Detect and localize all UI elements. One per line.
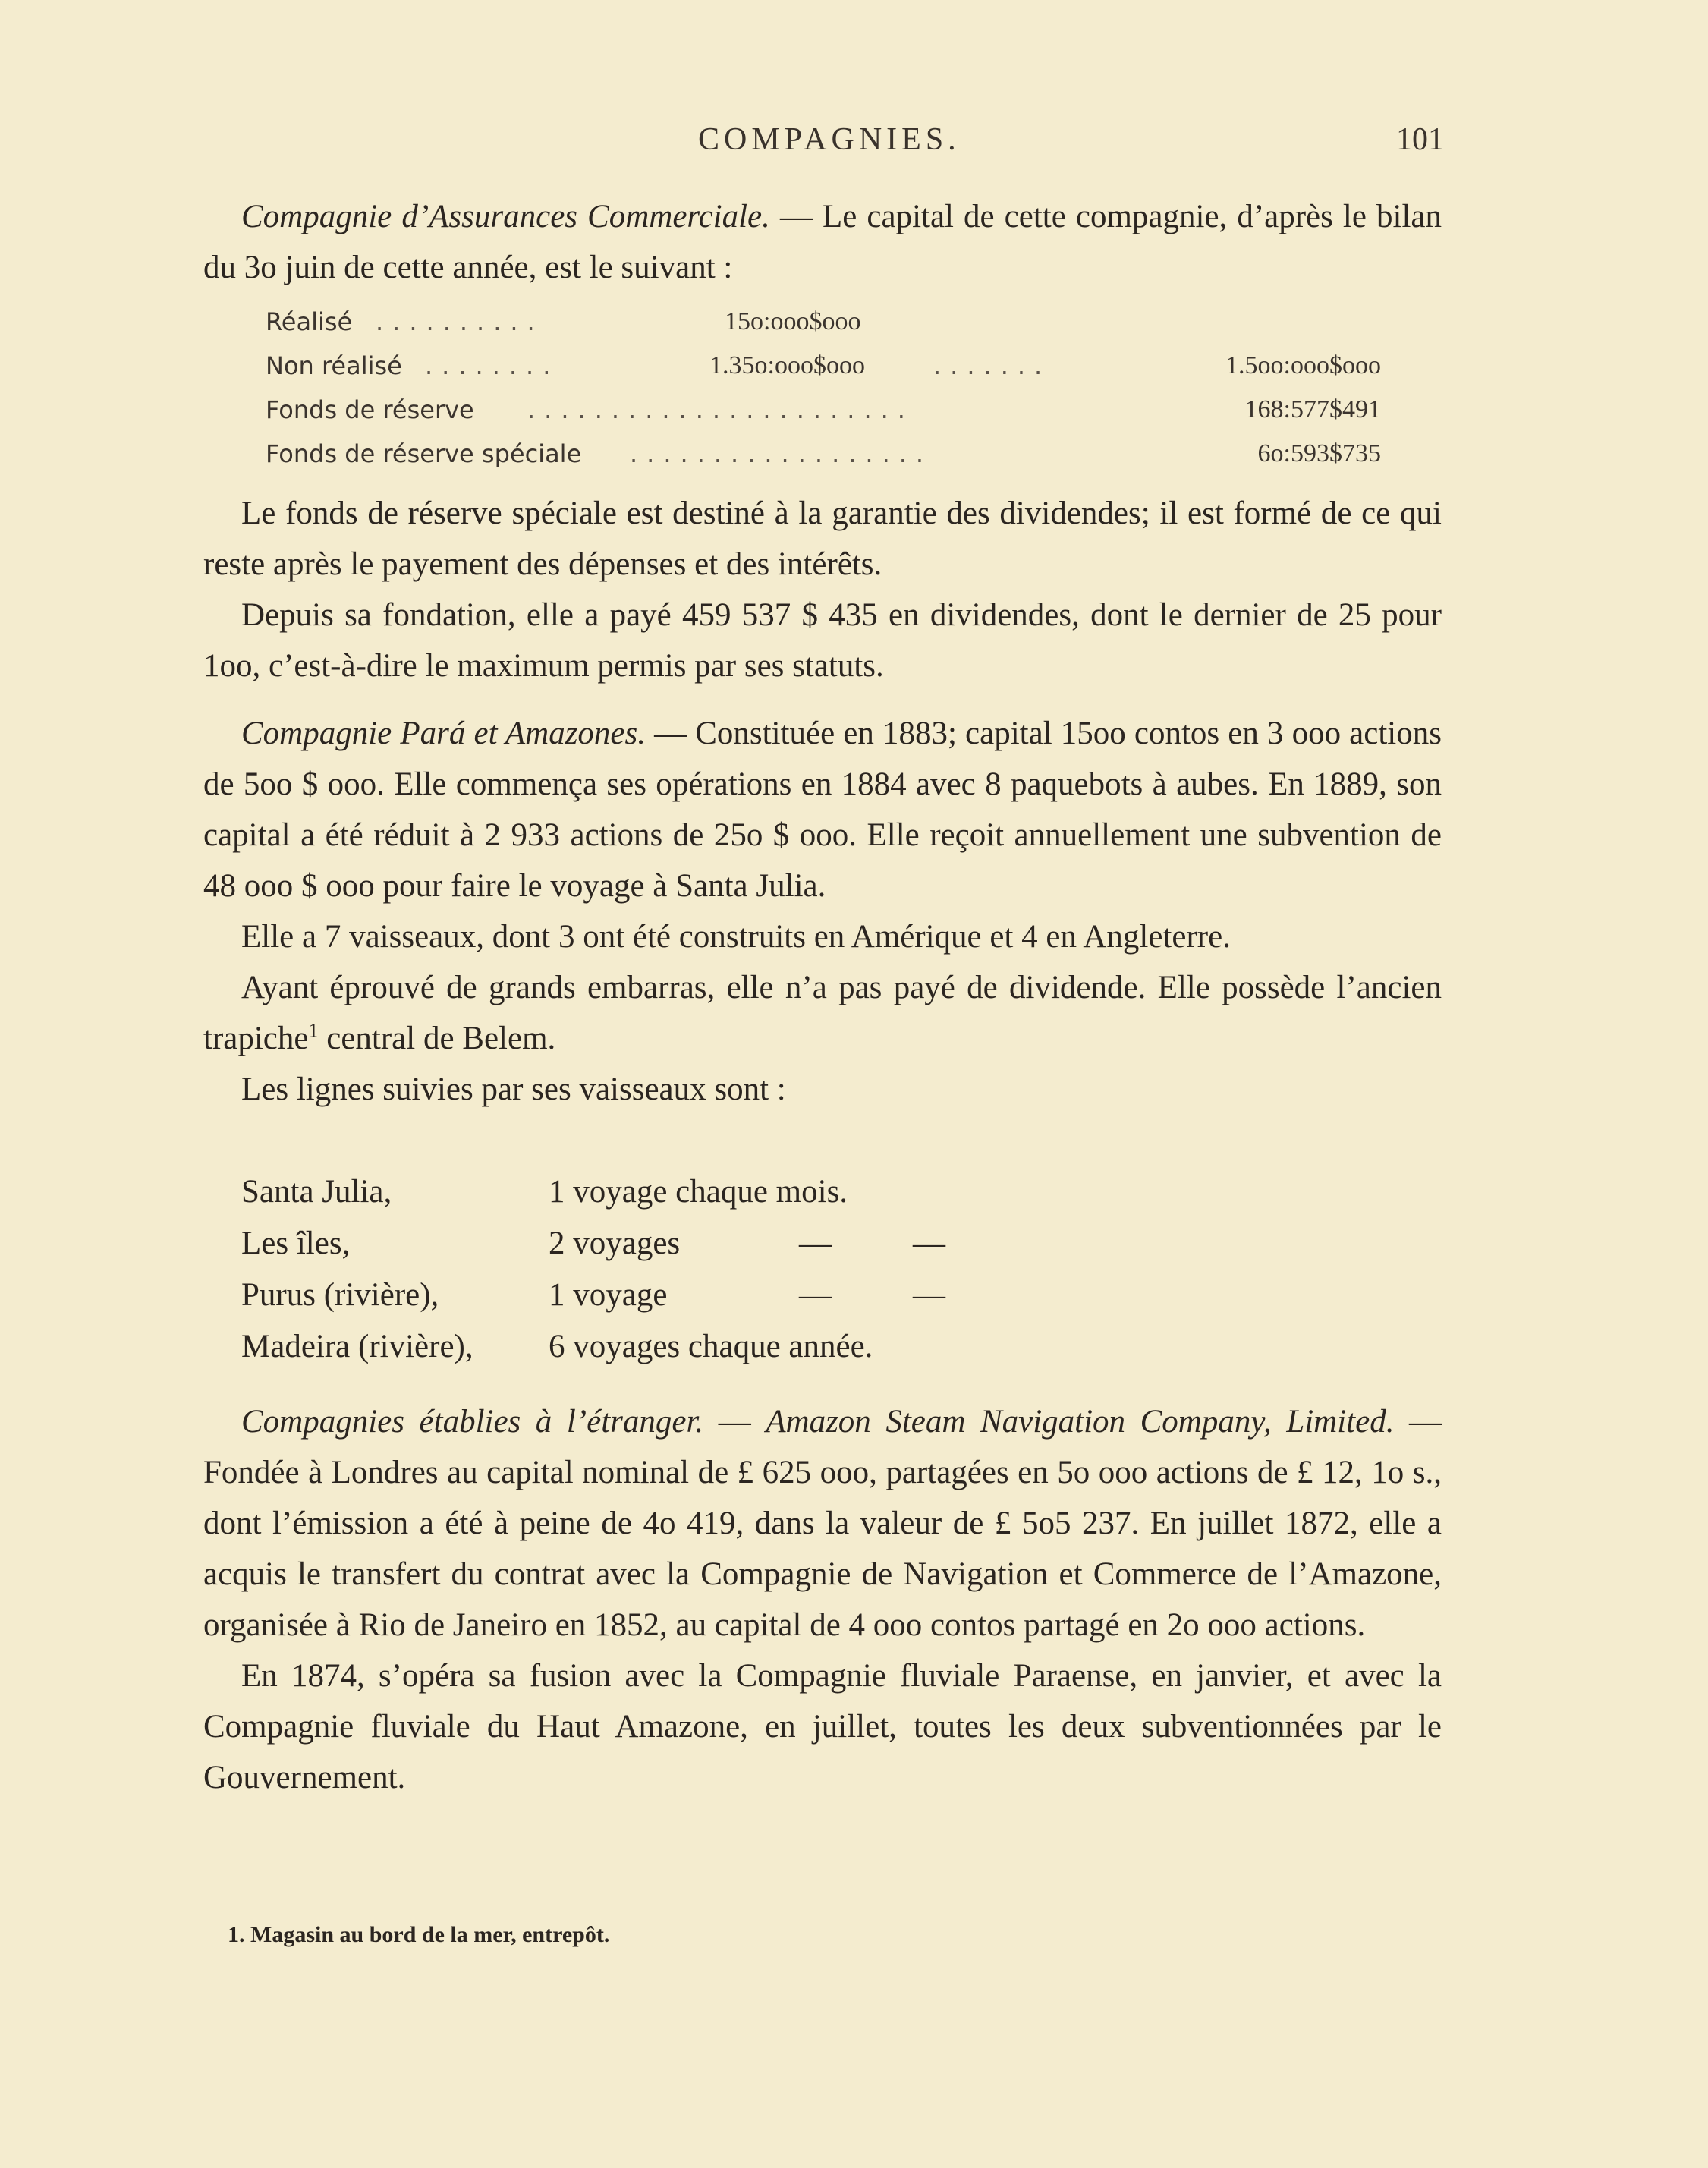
row-value-total: 6o:593$735 [1257,439,1381,467]
table-row: Réalisé .......... 15o:ooo$ooo [266,307,861,336]
list-item [241,1218,1152,1270]
line-frequency: 1 voyage [549,1277,668,1313]
line-frequency: 1 voyage chaque mois. [549,1174,848,1210]
row-value-partial: 15o:ooo$ooo [725,307,861,335]
row-value-total: 168:577$491 [1244,395,1381,423]
line-frequency: 6 voyages chaque année. [549,1329,873,1364]
company-title: Compagnie d’Assurances Commerciale. [241,199,770,234]
ditto-mark: — [799,1226,832,1261]
section2-intro-text: — Constituée en 1883; capital 15oo contos en 3 ooo actions de 5oo $ ooo. Elle commença ses opérations en 1884 avec 8 paquebots à aubes. En 1889, son capital a été réduit à 2 933 actions de 25o $ ooo. Elle reçoit annuellement une subvention de 48 ooo $ ooo pour faire le voyage à Santa Julia. [203,716,1442,904]
paragraph: Depuis sa fondation, elle a payé 459 537 $ 435 en dividendes, dont le dernier de 25 pour 1oo, c’est-à-dire le maximum permis par ses statuts. [203,597,1442,684]
section2: Compagnie Pará et Amazones. — Constituée en 1883; capital 15oo contos en 3 ooo actions de 5oo $ ooo. Elle commença ses opérations en 1884 avec 8 paquebots à aubes. En 1889, son capital a été réduit à 2 933 actions de 25o $ ooo. Elle reçoit annuellement une subvention de 48 ooo $ ooo pour faire le voyage à Santa Julia. Elle a 7 vaisseaux, dont 3 ont été construits en Amérique et 4 en Angleterre. Ayant éprouvé de grands embarras, elle n’a pas payé de dividende. Elle possède l’ancien trapiche$^1$ central de Belem. Les lignes suivies par ses vaisseaux sont : [203,708,1442,1115]
capital-table [266,307,1381,483]
list-item [241,1166,1152,1218]
section3: Compagnies établies à l’étranger. — Amazon Steam Navigation Company, Limited. — Fondée à Londres au capital nominal de £ 625 ooo, partagées en 5o ooo actions de £ 12, 1o s., dont l’émission a été à peine de 4o 419, dans la valeur de £ 5o5 237. En juillet 1872, elle a acquis le transfert du contrat avec la Compagnie de Navigation et Commerce de l’Amazone, organisée à Rio de Janeiro en 1852, au capital de 4 ooo contos partagé en 2o ooo actions. En 1874, s’opéra sa fusion avec la Compagnie fluviale Paraense, en janvier, et avec la Compagnie fluviale du Haut Amazone, en juillet, toutes les deux subventionnées par le Gouvernement. [203,1396,1442,1803]
section3-intro-text: — Fondée à Londres au capital nominal de £ 625 ooo, partagées en 5o ooo actions de £ 12, 1o s., dont l’émission a été à peine de 4o 419, dans la valeur de £ 5o5 237. En juillet 1872, elle a acquis le transfert du contrat avec la Compagnie de Navigation et Commerce de l’Amazone, organisée à Rio de Janeiro en 1852, au capital de 4 ooo contos partagé en 2o ooo actions. [203,1404,1442,1643]
lines-list [241,1166,1152,1373]
list-item [241,1321,1152,1373]
line-frequency: 2 voyages [549,1226,681,1261]
ditto-mark: — [799,1277,832,1313]
list-item [241,1270,1152,1321]
section1-paragraphs [203,488,1442,691]
company-title: Compagnie Pará et Amazones. [241,716,646,751]
line-name: Purus (rivière), [241,1277,439,1313]
section1-intro [203,191,1442,293]
footnote: 1. Magasin au bord de la mer, entrepôt. [228,1922,610,1947]
row-label: Fonds de réserve [266,395,474,424]
company-title: Amazon Steam Navigation Company, Limited. [766,1404,1395,1440]
row-label: Réalisé [266,307,353,336]
table-row: Non réalisé ........ 1.35o:ooo$ooo ....... 1.5oo:ooo$ooo [266,351,1381,380]
footnote-marker: 1 [308,1019,319,1042]
paragraph: Ayant éprouvé de grands embarras, elle n’a pas payé de dividende. Elle possède l’ancien trapiche [203,970,1442,1056]
paragraph: Le fonds de réserve spéciale est destiné à la garantie des dividendes; il est formé de ce qui reste après le payement des dépenses et des intérêts. [203,496,1442,582]
row-value-partial: 1.35o:ooo$ooo [709,351,865,379]
row-label: Fonds de réserve spéciale [266,439,582,468]
row-value-total: 1.5oo:ooo$ooo [1225,351,1381,379]
ditto-mark: — [913,1226,945,1261]
paragraph: En 1874, s’opéra sa fusion avec la Compagnie fluviale Paraense, en janvier, et avec la Compagnie fluviale du Haut Amazone, en juillet, toutes les deux subventionnées par le Gouvernement. [203,1658,1442,1795]
running-title: COMPAGNIES. [698,122,961,157]
page-number: 101 [1396,122,1444,157]
line-name: Les îles, [241,1226,351,1261]
line-name: Madeira (rivière), [241,1329,473,1364]
lines-intro: Les lignes suivies par ses vaisseaux sont : [241,1071,786,1107]
line-name: Santa Julia, [241,1174,392,1210]
ditto-mark: — [913,1277,945,1313]
row-label: Non réalisé [266,351,402,380]
table-row: Fonds de réserve ....................... 168:577$491 [266,395,1381,424]
section1-intro-text: — Le capital de cette compagnie, d’après le bilan du 3o juin de cette année, est le suivant : [203,199,1442,285]
table-row: Fonds de réserve spéciale .................. 6o:593$735 [266,439,1381,468]
section-title: Compagnies établies à l’étranger. [241,1404,704,1440]
page-header [0,121,1708,167]
paragraph: Elle a 7 vaisseaux, dont 3 ont été construits en Amérique et 4 en Angleterre. [241,919,1231,955]
